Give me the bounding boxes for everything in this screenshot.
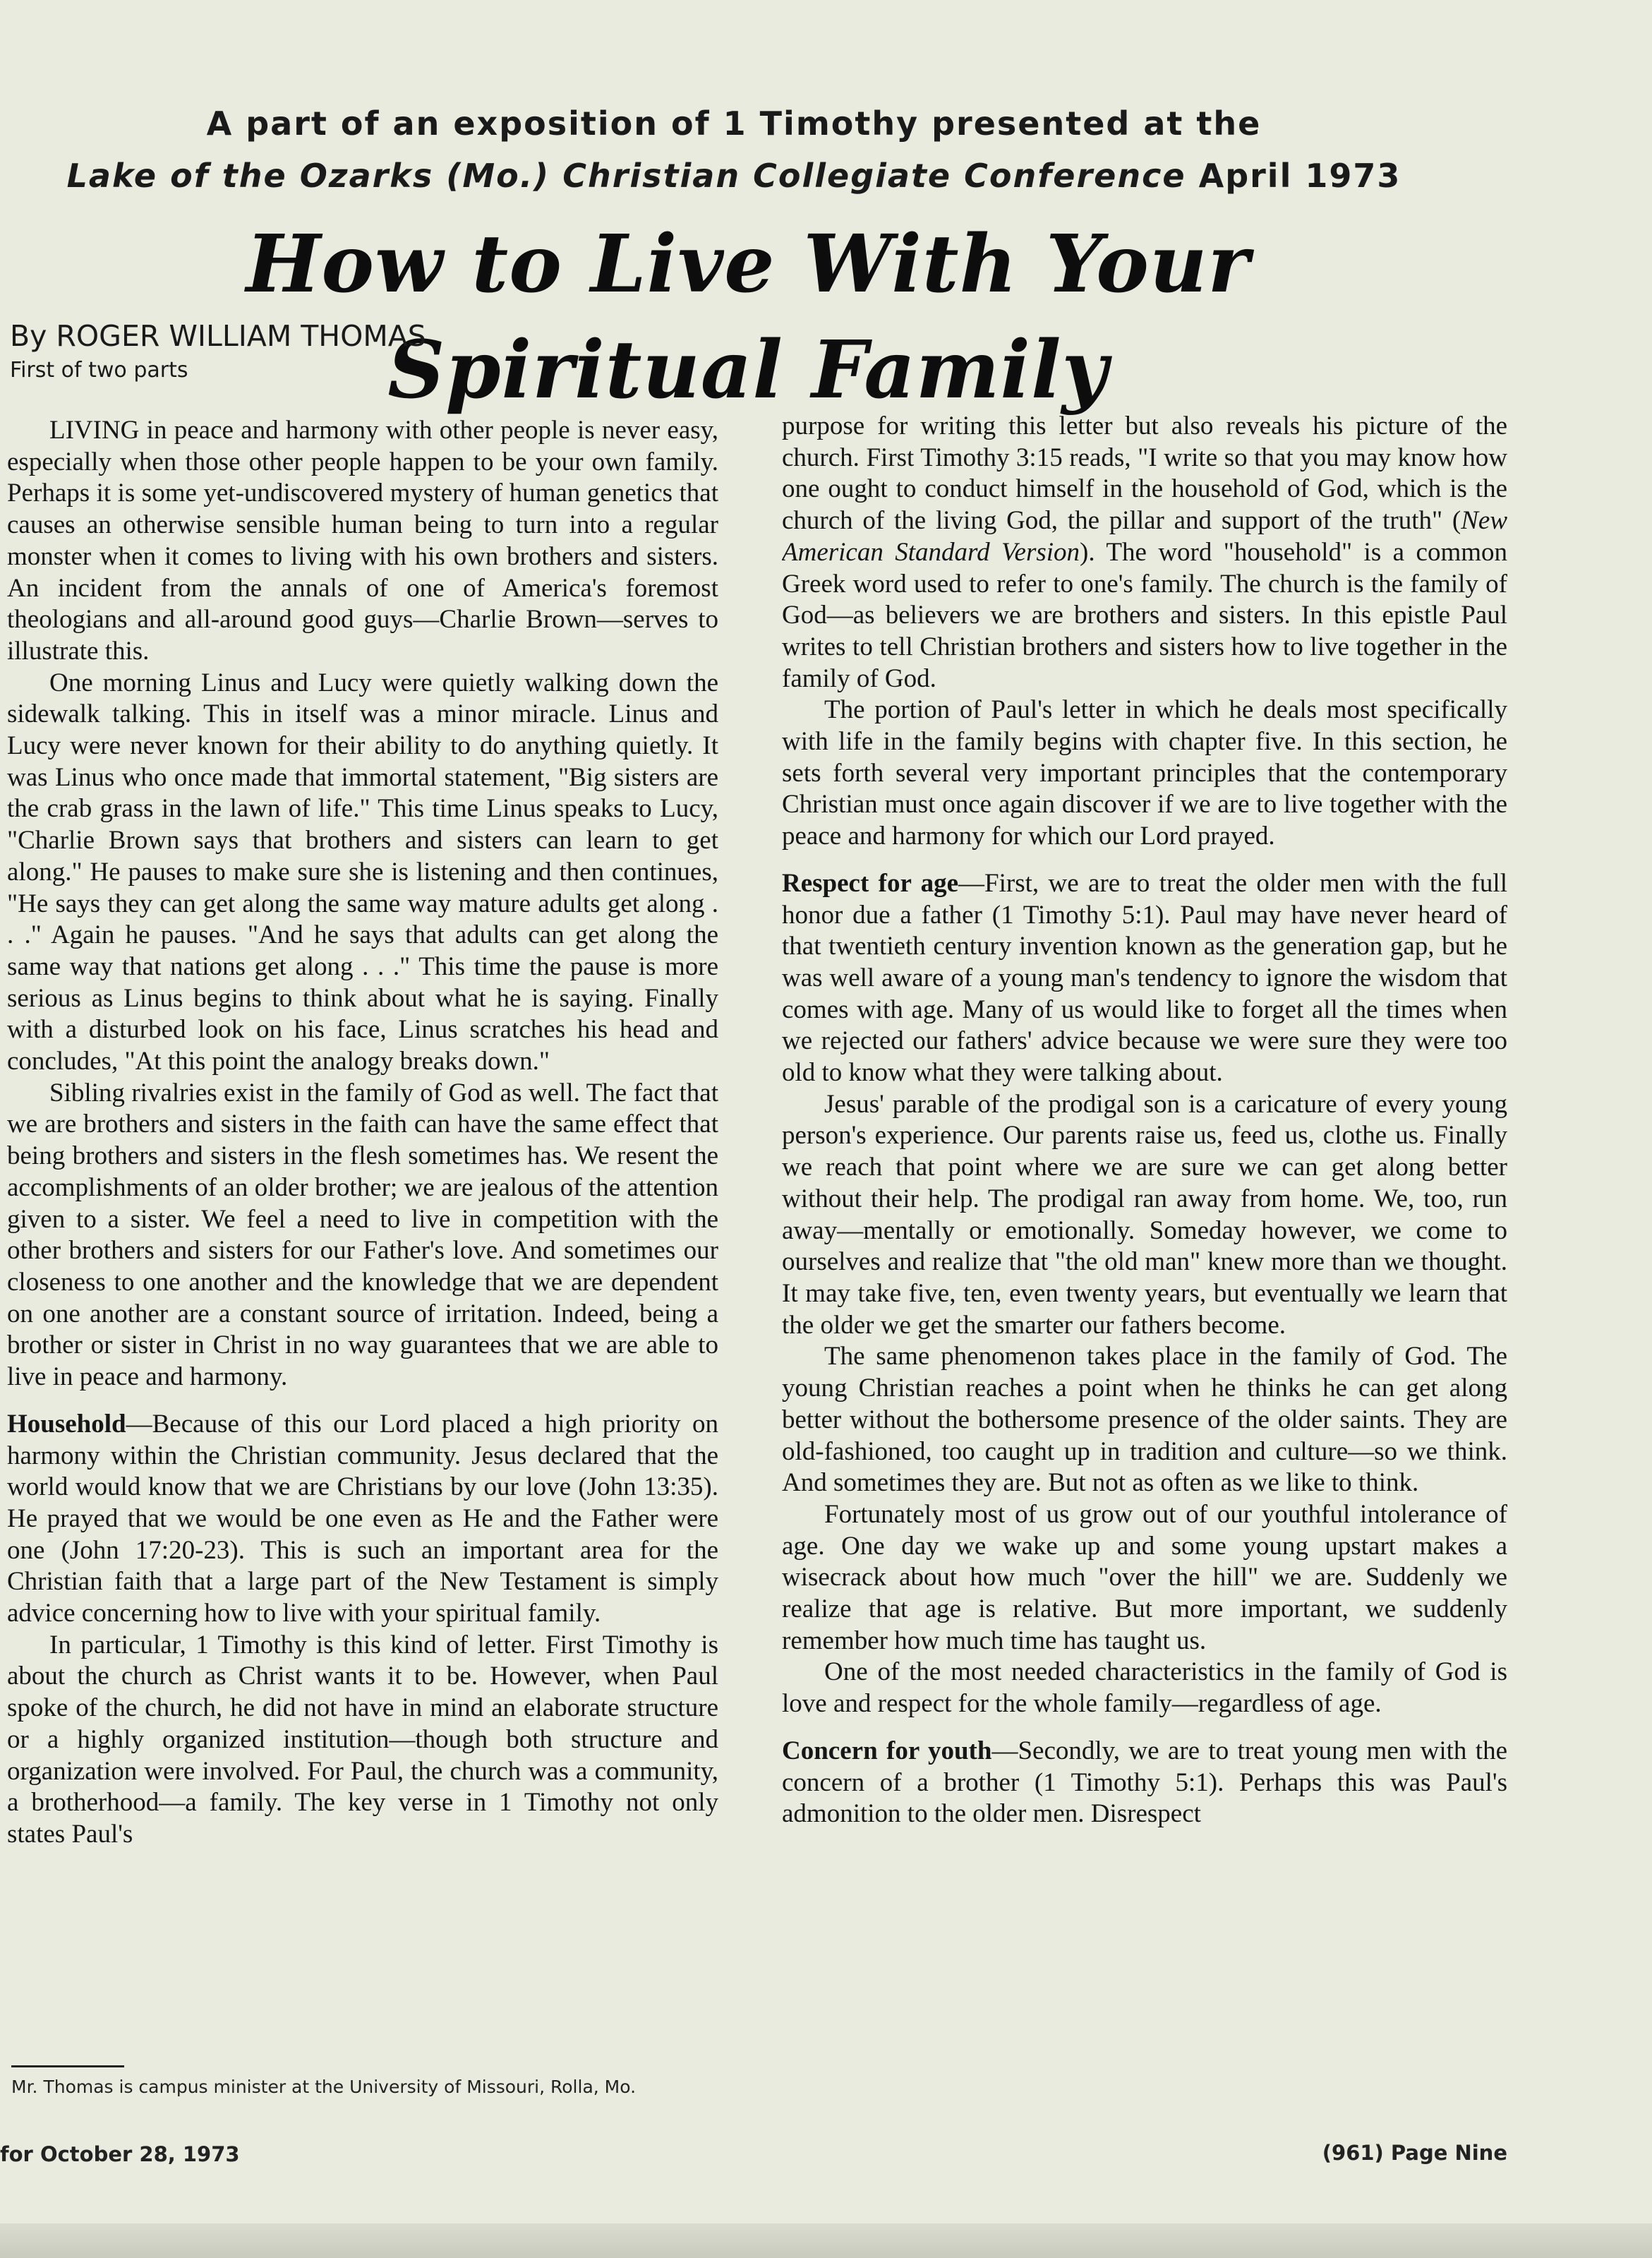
kicker-line-2 xyxy=(0,157,1468,195)
paragraph: LIVING in peace and harmony with other people is never easy, especially when those other people happen to be your own family. Perhaps it is some yet-undiscovered mystery of human genetics that causes an otherwise sensible human being to turn into a regular monster when it comes to living with his own brothers and sisters. An incident from the annals of one of America's foremost theologians and all-around good guys—Charlie Brown—serves to illustrate this. xyxy=(7,416,718,666)
paragraph: The portion of Paul's letter in which he deals most specifically with life in the family begins with chapter five. In this section, he sets forth several very important principles that the contemporary Christian must once again discover if we are to live together with the peace and harmony for which our Lord prayed. xyxy=(782,695,1507,851)
section-heading: Household xyxy=(7,1409,126,1439)
paragraph-text: —Because of this our Lord placed a high priority on harmony within the Christian community. Jesus declared that the world would know that we are Christians by our love (John 13:35). He prayed that we would be one even as He and the Father were one (John 17:20-23). This is such an important area for the Christian faith that a large part of the New Testament is simply advice concerning how to live with your spiritual family. xyxy=(7,1409,718,1628)
kicker-conference-name: Lake of the Ozarks (Mo.) Christian Collegiate Conference xyxy=(66,157,1186,195)
paragraph: In particular, 1 Timothy is this kind of letter. First Timothy is about the church as Christ wants it to be. However, when Paul spoke of the church, he did not have in mind an elaborate structure or a highly organized institution—though both structure and organization were involved. For Paul, the church was a community, a brotherhood—a family. The key verse in 1 Timothy not only states Paul's xyxy=(7,1630,718,1849)
section-heading: Concern for youth xyxy=(782,1736,992,1765)
paragraph: One morning Linus and Lucy were quietly walking down the sidewalk talking. This in itself was a minor miracle. Linus and Lucy were never known for their ability to do anything quietly. It was Linus who once made that immortal statement, "Big sisters are the crab grass in the lawn of life." This time Linus speaks to Lucy, "Charlie Brown says that brothers and sisters can learn to get along." He pauses to make sure she is listening and then continues, "He says they can get along the same way mature adults get along . . ." Again he pauses. "And he says that adults can get along the same way that nations get along . . ." This time the pause is more serious as Linus begins to think about what he is saying. Finally with a disturbed look on his face, Linus scratches his head and concludes, "At this point the analogy breaks down." xyxy=(7,668,718,1076)
paragraph-text: —First, we are to treat the older men with the full honor due a father (1 Timothy 5:1). Paul may have never heard of that twentieth century invention known as the generation gap, but he was well aware of a young man's tendency to ignore the wisdom that comes with age. Many of us would like to forget all the times when we rejected our fathers' advice because we were sure they were too old to know what they were talking about. xyxy=(782,868,1507,1088)
page-edge xyxy=(0,2223,1652,2258)
section-paragraph-respect xyxy=(782,868,1507,1089)
section-paragraph-household xyxy=(7,1409,718,1630)
paragraph: Fortunately most of us grow out of our youthful intolerance of age. One day we wake up and some young upstart makes a wisecrack about how much "over the hill" we are. Suddenly we realize that age is relative. But more important, we suddenly remember how much time has taught us. xyxy=(782,1499,1507,1655)
citation-italic: New American Standard Version xyxy=(782,506,1507,567)
paragraph xyxy=(782,411,1507,695)
paragraph-text: —Secondly, we are to treat young men with the concern of a brother (1 Timothy 5:1). Perhaps this was Paul's admonition to the older men. Disrespect xyxy=(782,1736,1507,1829)
kicker-date: April 1973 xyxy=(1186,157,1401,195)
paragraph-text: ). The word "household" is a common Greek word used to refer to one's family. The church is the family of God—as believers we are brothers and sisters. In this epistle Paul writes to tell Christian brothers and sisters how to live together in the family of God. xyxy=(782,537,1507,693)
paragraph: One of the most needed characteristics in the family of God is love and respect for the whole family—regardless of age. xyxy=(782,1657,1507,1719)
left-column xyxy=(7,415,718,2060)
section-heading: Respect for age xyxy=(782,868,959,898)
author-footnote: Mr. Thomas is campus minister at the University of Missouri, Rolla, Mo. xyxy=(11,2077,637,2097)
paragraph: Jesus' parable of the prodigal son is a caricature of every young person's experience. Our parents raise us, feed us, clothe us. Finally we reach that point where we are sure we can get along better without their help. The prodigal ran away from home. We, too, run away—mentally or emotionally. Someday however, we come to ourselves and realize that "the old man" knew more than we thought. It may take five, ten, even twenty years, but eventually we learn that the older we get the smarter our fathers become. xyxy=(782,1089,1507,1340)
byline: By ROGER WILLIAM THOMAS xyxy=(10,319,426,353)
article-title: How to Live With Your Spiritual Family xyxy=(246,218,1250,416)
page-number: (961) Page Nine xyxy=(1322,2141,1507,2165)
section-paragraph-concern xyxy=(782,1736,1507,1830)
kicker-line-1: A part of an exposition of 1 Timothy presented at the xyxy=(206,104,1262,143)
series-note: First of two parts xyxy=(10,358,188,383)
footnote-rule xyxy=(11,2065,124,2067)
paragraph-text: purpose for writing this letter but also reveals his picture of the church. First Timothy 3:15 reads, "I write so that you may know how one ought to conduct himself in the household of God, which is the church of the living God, the pillar and support of the truth" ( xyxy=(782,412,1507,536)
right-column xyxy=(782,411,1507,2055)
issue-date: for October 28, 1973 xyxy=(0,2142,240,2166)
paragraph: Sibling rivalries exist in the family of God as well. The fact that we are brothers and sisters in the faith can have the same effect that being brothers and sisters in the flesh sometimes has. We resent the accomplishments of an older brother; we are jealous of the attention given to a sister. We feel a need to live in competition with the other brothers and sisters for our Father's love. And sometimes our closeness to one another and the knowledge that we are dependent on one another are a constant source of irritation. Indeed, being a brother or sister in Christ in no way guarantees that we are able to live in peace and harmony. xyxy=(7,1078,718,1392)
paragraph: The same phenomenon takes place in the family of God. The young Christian reaches a point when he thinks he can get along better without the bothersome presence of the older saints. They are old-fashioned, too caught up in tradition and culture—so we think. And sometimes they are. But not as often as we like to think. xyxy=(782,1342,1507,1498)
